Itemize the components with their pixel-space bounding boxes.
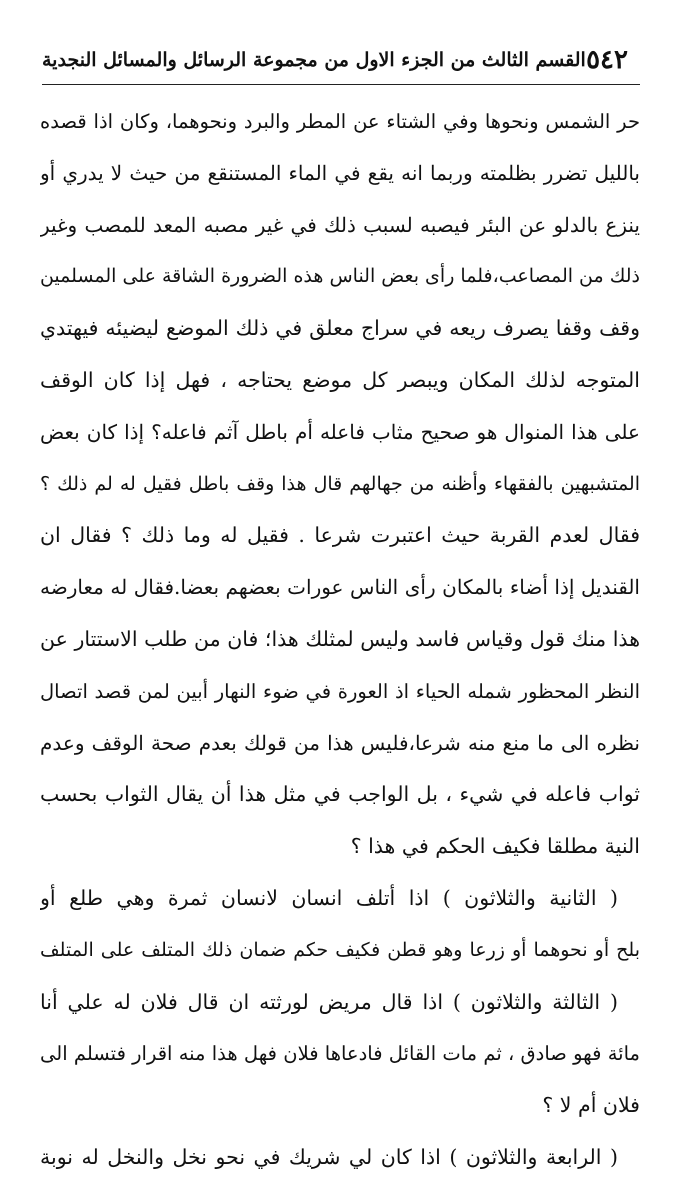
text-line: النية مطلقا فكيف الحكم في هذا ؟ (350, 834, 640, 859)
text-line: هذا منك قول وقياس فاسد وليس لمثلك هذا؛ فان من طلب الاستتار عن (40, 626, 640, 651)
body-text (40, 96, 640, 1184)
text-line: النظر المحظور شمله الحياء اذ العورة في ضوء النهار أبين لمن قصد اتصال (40, 679, 640, 703)
text-line: ذلك من المصاعب،فلما رأى بعض الناس هذه الضرورة الشاقة على المسلمين (40, 265, 640, 288)
question-heading-line: ( الثانية والثلاثون ) اذا أتلف انسان لانسان ثمرة وهي طلع أو (40, 885, 618, 910)
text-line: فقال لعدم القربة حيث اعتبرت شرعا . فقيل له وما ذلك ؟ فقال ان (40, 523, 640, 548)
text-line: بالليل تضرر بظلمته وربما انه يقع في الماء المستنقع من حيث لا يدري أو (40, 160, 640, 185)
text-line: نظره الى ما منع منه شرعا،فليس هذا من قولك بعدم صحة الوقف وعدم (40, 730, 640, 755)
text-line: مائة فهو صادق ، ثم مات القائل فادعاها فلان فهل هذا منه اقرار فتسلم الى (40, 1042, 640, 1066)
text-line: وقف وقفا يصرف ريعه في سراج معلق في ذلك الموضع ليضيئه فيهتدي (40, 316, 640, 341)
question-heading-line: ( الثالثة والثلاثون ) اذا قال مريض لورثته ان قال فلان له علي أنا (40, 989, 618, 1014)
text-line: بلح أو نحوهما أو زرعا وهو قطن فكيف حكم ضمان ذلك المتلف على المتلف (40, 938, 640, 961)
question-heading-line: ( الرابعة والثلاثون ) اذا كان لي شريك في نحو نخل والنخل له نوبة (40, 1144, 618, 1169)
running-head: القسم الثالث من الجزء الاول من مجموعة الرسائل والمسائل النجدية (42, 49, 586, 71)
header-divider (42, 84, 640, 85)
text-line: المتشبهين بالفقهاء وأظنه من جهالهم قال هذا وقف باطل فقيل له لم ذلك ؟ (40, 472, 640, 495)
text-line: ثواب فاعله في شيء ، بل الواجب في مثل هذا أن يقال الثواب بحسب (40, 782, 640, 807)
page-number: ٥٤٢ (586, 45, 628, 75)
text-line: القنديل إذا أضاء بالمكان رأى الناس عورات بعضهم بعضا.فقال له معارضه (40, 575, 640, 600)
text-line: ينزع بالدلو عن البئر فيصبه لسبب ذلك في غير مصبه المعد للمصب وغير (40, 212, 640, 237)
text-line: فلان أم لا ؟ (542, 1093, 640, 1118)
text-line: المتوجه لذلك المكان ويبصر كل موضع يحتاجه ، فهل إذا كان الوقف (40, 367, 640, 392)
text-line: حر الشمس ونحوها وفي الشتاء عن المطر والبرد ونحوهما، وكان اذا قصده (40, 110, 640, 133)
page-header (42, 40, 640, 80)
text-line: على هذا المنوال هو صحيح مثاب فاعله أم باطل آثم فاعله؟ إذا كان بعض (40, 419, 640, 444)
